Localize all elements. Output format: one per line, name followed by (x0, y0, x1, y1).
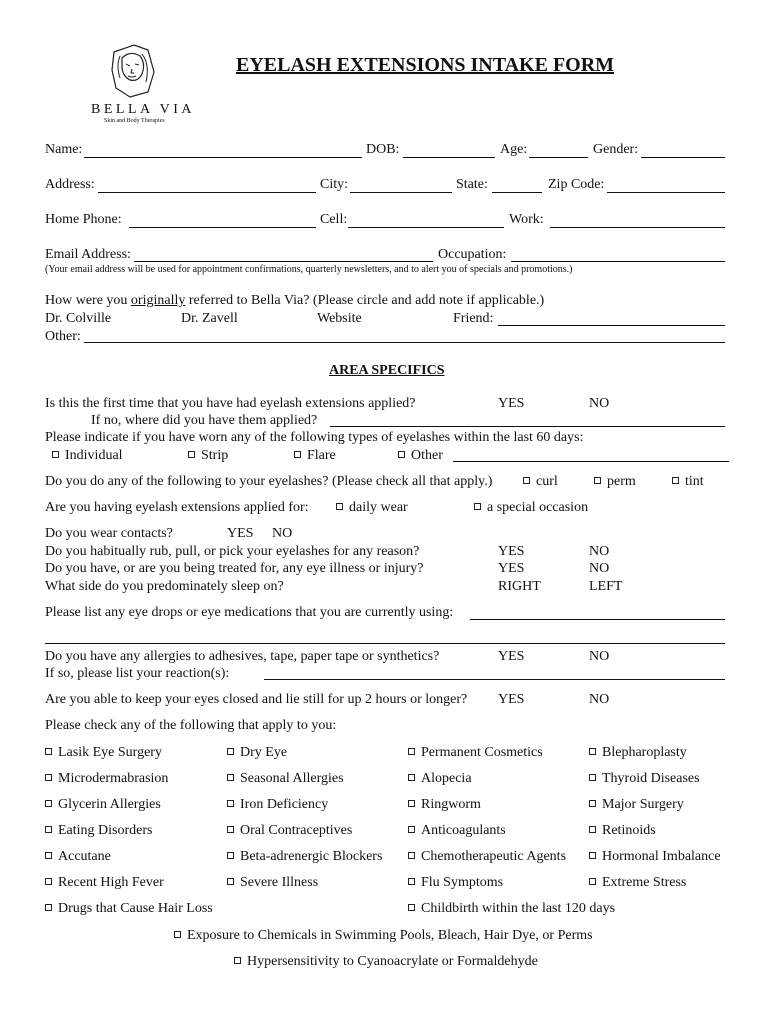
condition-checkbox[interactable]: Dry Eye (227, 746, 287, 760)
checkbox-icon (45, 852, 52, 859)
reactions-field[interactable] (264, 679, 725, 680)
sleep-left[interactable]: LEFT (589, 579, 623, 594)
checkbox-icon (234, 957, 241, 964)
checkbox-icon (174, 931, 181, 938)
form-title: EYELASH EXTENSIONS INTAKE FORM (236, 54, 615, 76)
checkbox-icon (408, 878, 415, 885)
condition-checkbox[interactable]: Blepharoplasty (589, 746, 687, 760)
condition-checkbox[interactable]: Drugs that Cause Hair Loss (45, 902, 213, 916)
work-label: Work: (509, 212, 544, 227)
condition-checkbox[interactable]: Glycerin Allergies (45, 798, 161, 812)
condition-checkbox[interactable]: Childbirth within the last 120 days (408, 902, 615, 916)
condition-checkbox[interactable]: Eating Disorders (45, 824, 152, 838)
condition-checkbox[interactable]: Anticoagulants (408, 824, 506, 838)
strip-checkbox[interactable]: Strip (188, 449, 228, 463)
checkbox-icon (589, 748, 596, 755)
other-field[interactable] (84, 342, 725, 343)
chemicals-checkbox[interactable]: Exposure to Chemicals in Swimming Pools, Bleach, Hair Dye, or Perms (174, 929, 593, 943)
zip-field[interactable] (607, 192, 725, 193)
condition-checkbox[interactable]: Thyroid Diseases (589, 772, 700, 786)
checkbox-icon (294, 451, 301, 458)
name-field[interactable] (84, 157, 362, 158)
checkbox-icon (408, 904, 415, 911)
friend-label: Friend: (453, 311, 494, 326)
checkbox-icon (589, 774, 596, 781)
checkbox-icon (336, 503, 343, 510)
occupation-label: Occupation: (438, 247, 507, 262)
condition-checkbox[interactable]: Hormonal Imbalance (589, 850, 721, 864)
allergies-no[interactable]: NO (589, 649, 610, 664)
allergies-yes[interactable]: YES (498, 649, 525, 664)
area-specifics-heading: AREA SPECIFICS (329, 363, 445, 378)
bella-via-logo-icon (108, 42, 158, 100)
gender-field[interactable] (641, 157, 725, 158)
cell-field[interactable] (348, 227, 504, 228)
checkbox-icon (45, 748, 52, 755)
checkbox-icon (227, 748, 234, 755)
checkbox-icon (594, 477, 601, 484)
checkbox-icon (45, 774, 52, 781)
where-applied-label: If no, where did you have them applied? (91, 413, 318, 428)
eyes-closed-no[interactable]: NO (589, 692, 610, 707)
individual-checkbox[interactable]: Individual (52, 449, 123, 463)
checkbox-icon (227, 826, 234, 833)
eyes-closed-yes[interactable]: YES (498, 692, 525, 707)
condition-checkbox[interactable]: Permanent Cosmetics (408, 746, 543, 760)
tint-checkbox[interactable]: tint (672, 475, 704, 489)
checkbox-icon (45, 826, 52, 833)
condition-checkbox[interactable]: Beta-adrenergic Blockers (227, 850, 382, 864)
daily-wear-checkbox[interactable]: daily wear (336, 501, 408, 515)
name-label: Name: (45, 142, 83, 157)
checkbox-icon (227, 800, 234, 807)
checkbox-icon (227, 774, 234, 781)
checkbox-icon (672, 477, 679, 484)
condition-checkbox[interactable]: Chemotherapeutic Agents (408, 850, 566, 864)
checkbox-icon (227, 878, 234, 885)
applied-for-question: Are you having eyelash extensions applied for: (45, 500, 309, 515)
other-lash-field[interactable] (453, 461, 729, 462)
illness-question: Do you have, or are you being treated for, any eye illness or injury? (45, 561, 424, 576)
checkbox-icon (398, 451, 405, 458)
condition-checkbox[interactable]: Oral Contraceptives (227, 824, 352, 838)
checkbox-icon (408, 800, 415, 807)
checkbox-icon (589, 800, 596, 807)
checkbox-icon (589, 852, 596, 859)
condition-checkbox[interactable]: Alopecia (408, 772, 472, 786)
logo-tagline: Skin and Body Therapies (104, 118, 165, 124)
condition-checkbox[interactable]: Microdermabrasion (45, 772, 168, 786)
occupation-field[interactable] (511, 261, 725, 262)
checkbox-icon (589, 878, 596, 885)
curl-checkbox[interactable]: curl (523, 475, 558, 489)
where-applied-field[interactable] (330, 426, 725, 427)
referral-question: How were you originally referred to Bella Via? (Please circle and add note if applicable.) (45, 293, 545, 308)
state-label: State: (456, 177, 488, 192)
address-field[interactable] (98, 192, 316, 193)
condition-checkbox[interactable]: Iron Deficiency (227, 798, 328, 812)
referral-option-website[interactable]: Website (317, 311, 362, 326)
city-field[interactable] (350, 192, 452, 193)
condition-checkbox[interactable]: Flu Symptoms (408, 876, 503, 890)
email-label: Email Address: (45, 247, 131, 262)
dob-field[interactable] (403, 157, 495, 158)
condition-checkbox[interactable]: Ringworm (408, 798, 481, 812)
condition-checkbox[interactable]: Extreme Stress (589, 876, 686, 890)
checkbox-icon (188, 451, 195, 458)
checkbox-icon (227, 852, 234, 859)
logo-brand: BELLA VIA (91, 102, 195, 117)
hypersensitivity-checkbox[interactable]: Hypersensitivity to Cyanoacrylate or Formaldehyde (234, 955, 538, 969)
checkbox-icon (523, 477, 530, 484)
reactions-label: If so, please list your reaction(s): (45, 666, 230, 681)
state-field[interactable] (492, 192, 542, 193)
other-label: Other: (45, 329, 81, 344)
address-label: Address: (45, 177, 95, 192)
age-field[interactable] (529, 157, 588, 158)
checkbox-icon (45, 878, 52, 885)
flare-checkbox[interactable]: Flare (294, 449, 336, 463)
first-time-question: Is this the first time that you have had eyelash extensions applied? (45, 396, 416, 411)
cell-label: Cell: (320, 212, 348, 227)
rub-no[interactable]: NO (589, 544, 610, 559)
sleep-side-question: What side do you predominately sleep on? (45, 579, 284, 594)
referral-option-zavell[interactable]: Dr. Zavell (181, 311, 238, 326)
email-field[interactable] (134, 261, 433, 262)
treatments-question: Do you do any of the following to your eyelashes? (Please check all that apply.) (45, 474, 493, 489)
condition-checkbox[interactable]: Retinoids (589, 824, 656, 838)
other-lash-checkbox[interactable]: Other (398, 449, 443, 463)
condition-checkbox[interactable]: Seasonal Allergies (227, 772, 344, 786)
email-note: (Your email address will be used for appointment confirmations, quarterly newsletters, and to alert you of specials and promotions.) (45, 264, 573, 275)
city-label: City: (320, 177, 349, 192)
work-field[interactable] (550, 227, 725, 228)
check-apply-label: Please check any of the following that apply to you: (45, 718, 337, 733)
contacts-no[interactable]: NO (272, 526, 293, 541)
dob-label: DOB: (366, 142, 400, 157)
rub-question: Do you habitually rub, pull, or pick your eyelashes for any reason? (45, 544, 420, 559)
referral-option-colville[interactable]: Dr. Colville (45, 311, 112, 326)
sleep-right[interactable]: RIGHT (498, 579, 541, 594)
eyes-closed-question: Are you able to keep your eyes closed and lie still for up 2 hours or longer? (45, 692, 468, 707)
first-time-no[interactable]: NO (589, 396, 610, 411)
checkbox-icon (408, 748, 415, 755)
eye-drops-question: Please list any eye drops or eye medications that you are currently using: (45, 605, 454, 620)
home-phone-label: Home Phone: (45, 212, 122, 227)
contacts-question: Do you wear contacts? (45, 526, 173, 541)
condition-checkbox[interactable]: Major Surgery (589, 798, 684, 812)
allergies-question: Do you have any allergies to adhesives, tape, paper tape or synthetics? (45, 649, 440, 664)
rub-yes[interactable]: YES (498, 544, 525, 559)
checkbox-icon (408, 852, 415, 859)
condition-checkbox[interactable]: Severe Illness (227, 876, 318, 890)
special-occasion-checkbox[interactable]: a special occasion (474, 501, 588, 515)
condition-checkbox[interactable]: Accutane (45, 850, 111, 864)
perm-checkbox[interactable]: perm (594, 475, 636, 489)
zip-label: Zip Code: (548, 177, 605, 192)
home-phone-field[interactable] (129, 227, 316, 228)
eye-drops-field[interactable] (470, 619, 725, 620)
friend-field[interactable] (498, 325, 725, 326)
contacts-yes[interactable]: YES (227, 526, 254, 541)
checkbox-icon (45, 800, 52, 807)
condition-checkbox[interactable]: Lasik Eye Surgery (45, 746, 162, 760)
age-label: Age: (500, 142, 528, 157)
condition-checkbox[interactable]: Recent High Fever (45, 876, 164, 890)
illness-no[interactable]: NO (589, 561, 610, 576)
checkbox-icon (408, 826, 415, 833)
first-time-yes[interactable]: YES (498, 396, 525, 411)
checkbox-icon (52, 451, 59, 458)
checkbox-icon (474, 503, 481, 510)
worn-question: Please indicate if you have worn any of the following types of eyelashes within the last 60 days: (45, 430, 584, 445)
gender-label: Gender: (593, 142, 639, 157)
illness-yes[interactable]: YES (498, 561, 525, 576)
checkbox-icon (589, 826, 596, 833)
eye-drops-field-2[interactable] (45, 643, 725, 644)
checkbox-icon (408, 774, 415, 781)
checkbox-icon (45, 904, 52, 911)
